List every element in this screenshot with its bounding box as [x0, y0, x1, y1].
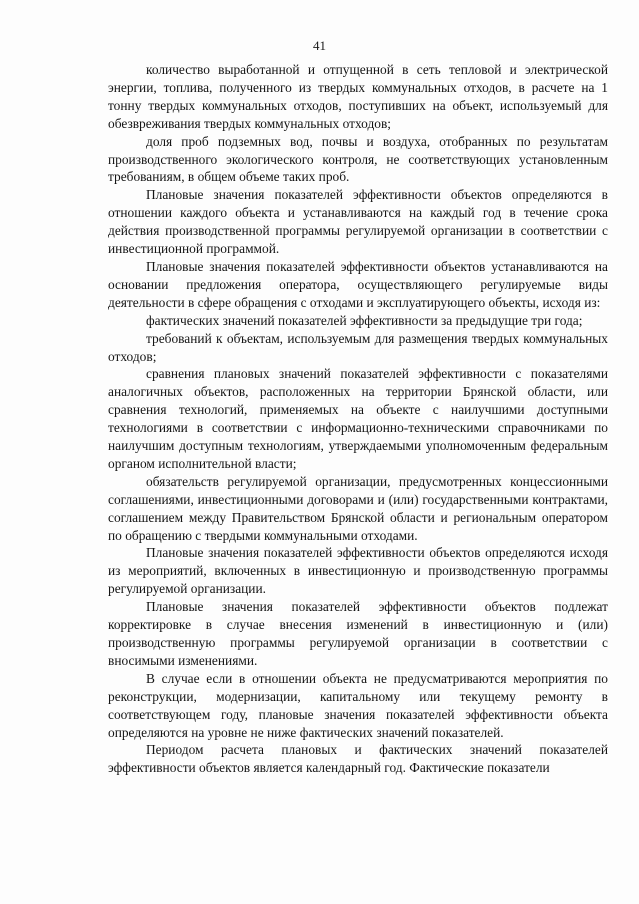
paragraph: Плановые значения показателей эффективности объектов устанавливаются на основании предложения оператора, осуществляющего регулируемые виды деятельности в сфере обращения с отходами и эксплуатирующего объекты, исходя из:	[108, 258, 608, 310]
paragraph: В случае если в отношении объекта не предусматриваются мероприятия по реконструкции, модернизации, капитальному или текущему ремонту в соответствующем году, плановые значения показателей эффективности объекта определяются на уровне не ниже фактических значений показателей.	[108, 670, 608, 740]
paragraph: Плановые значения показателей эффективности объектов определяются в отношении каждого объекта и устанавливаются на каждый год в течение срока действия производственной программы регулируемой организации в соответствии с инвестиционной программой.	[108, 187, 608, 257]
document-body	[108, 61, 608, 777]
paragraph: количество выработанной и отпущенной в сеть тепловой и электрической энергии, топлива, полученного из твердых коммунальных отходов, в расчете на 1 тонну твердых коммунальных отходов, поступивших на объект, используемый для обезвреживания твердых коммунальных отходов;	[108, 62, 608, 131]
paragraph: обязательств регулируемой организации, предусмотренных концессионными соглашениями, инвестиционными договорами и (или) государственными контрактами, соглашением между Правительством Брянской области и региональным оператором по обращению с твердыми коммунальными отходами.	[108, 473, 608, 543]
paragraph: Периодом расчета плановых и фактических значений показателей эффективности объектов является календарный год. Фактические показатели	[108, 742, 608, 776]
paragraph: фактических значений показателей эффективности за предыдущие три года;	[146, 312, 583, 328]
paragraph: доля проб подземных вод, почвы и воздуха, отобранных по результатам производственного экологического контроля, не соответствующих установленным требованиям, в общем объеме таких проб.	[108, 133, 608, 185]
paragraph: Плановые значения показателей эффективности объектов подлежат корректировке в случае внесения изменений в инвестиционную и (или) производственную программы регулируемой организации в соответствии с вносимыми изменениями.	[108, 599, 608, 668]
paragraph: Плановые значения показателей эффективности объектов определяются исходя из мероприятий, включенных в инвестиционную и производственную программы регулируемой организации.	[108, 545, 608, 597]
paragraph: сравнения плановых значений показателей эффективности с показателями аналогичных объектов, расположенных на территории Брянской области, или сравнения технологий, применяемых на объекте с наилучшими доступными технологиями в соответствии с информационно-техническими справочниками по наилучшим доступным технологиям, утверждаемыми уполномоченным федеральным органом исполнительной власти;	[108, 366, 608, 471]
paragraph: требований к объектам, используемым для размещения твердых коммунальных отходов;	[108, 330, 608, 364]
page-number: 41	[313, 38, 326, 53]
